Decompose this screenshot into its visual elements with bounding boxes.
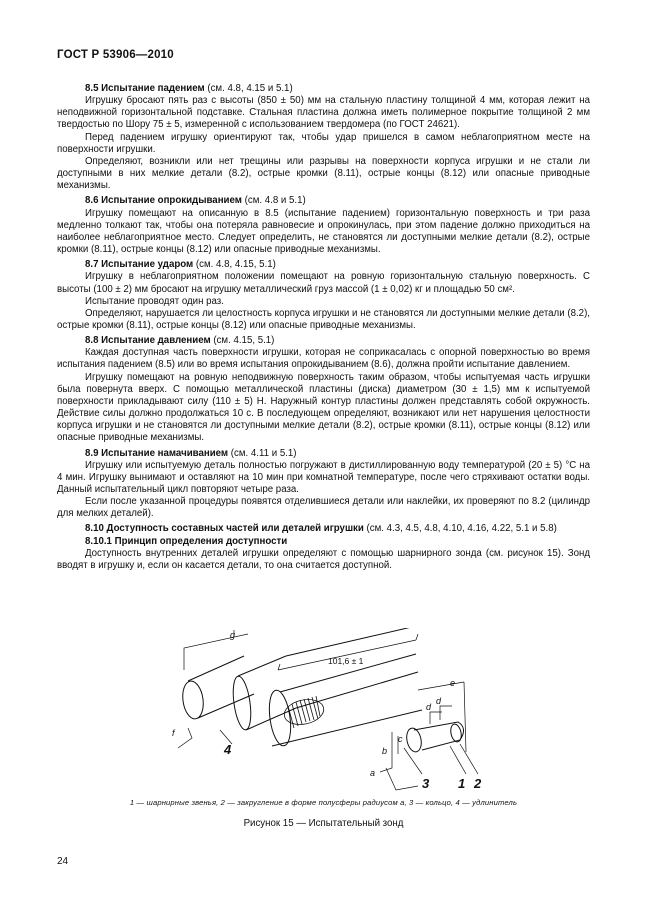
body-ring: [266, 689, 294, 747]
paragraph: Игрушку помещают на ровную неподвижную поверхность таким образом, чтобы испытуемая часть игрушки была повернута вверх. С помощью металлической пластины (диска) диаметром (30 ± 1,5) мм к испытуемой поверхности прикладывают силу (110 ± 5) Н. Наружный контур пластины должен представлять собой окружность. Действие силы должно продолжаться 10 с. В последующем определяют, возникают или нет нарушения целостности корпуса игрушки и не становятся ли доступными мелкие детали (8.2), острые кромки (8.11), острые концы (8.12) или опасные приводные механизмы.: [57, 371, 590, 444]
document-header: ГОСТ Р 53906—2010: [57, 49, 174, 61]
section-heading-8-10-1: 8.10.1 Принцип определения доступности: [85, 535, 288, 547]
paragraph: Доступность внутренних деталей игрушки определяют с помощью шарнирного зонда (см. рисунок 15). Зонд вводят в игрушку и, если он касается детали, то она считается доступной.: [57, 547, 590, 571]
page-number: 24: [57, 856, 69, 867]
section-heading-8-9: 8.9 Испытание намачиванием (см. 4.11 и 5.1): [85, 447, 297, 459]
section-heading-8-5: 8.5 Испытание падением (см. 4.8, 4.15 и 5.1): [85, 83, 293, 94]
paragraph: Испытание проводят один раз.: [85, 295, 224, 307]
rod-top-edge: [188, 656, 244, 681]
callout-1: 1: [458, 776, 466, 791]
paragraph: Определяют, возникли или нет трещины или разрывы на поверхности корпуса игрушки и не стали ли доступными в них мелкие детали (8.2), острые кромки (8.11), острые концы (8.12) или опасные приводные механизмы.: [57, 155, 590, 192]
label-a: a: [370, 768, 376, 778]
section-heading-8-6: 8.6 Испытание опрокидыванием (см. 4.8 и 5.1): [85, 195, 306, 207]
section-heading-8-8: 8.8 Испытание давлением (см. 4.15, 5.1): [85, 335, 275, 347]
probe-figure: [160, 628, 490, 796]
figure-caption: Рисунок 15 — Испытательный зонд: [243, 818, 404, 829]
figure-legend: 1 — шарнирные звенья, 2 — закругление в форме полусферы радиусом a, 3 — кольцо, 4 — удлинитель: [129, 798, 518, 807]
label-length: 101,6 ± 1: [328, 656, 364, 666]
paragraph: Игрушку в неблагоприятном положении помещают на ровную горизонтальную стальную поверхность. С высоты (100 ± 2) мм бросают на игрушку металлический груз массой (1 ± 0,02) кг и площадью 50 см².: [57, 271, 590, 295]
label-b: b: [382, 746, 388, 756]
tip-ring: [405, 727, 424, 753]
callout-4: 4: [224, 742, 232, 757]
callout-2: 2: [474, 776, 482, 791]
section-heading-8-10: 8.10 Доступность составных частей или деталей игрушки (см. 4.3, 4.5, 4.8, 4.10, 4.16, 4.22, 5.1 и 5.8): [85, 523, 557, 535]
rod-bottom-edge: [198, 694, 254, 718]
collar-ring: [230, 675, 253, 731]
rod-end-cap: [180, 680, 205, 720]
label-d1: d: [426, 702, 432, 712]
probe-drawing: [160, 628, 490, 796]
paragraph: Игрушку или испытуемую деталь полностью погружают в дистиллированную воду температурой (20 ± 5) °С на 4 мин. Игрушку вынимают и оставляют на 10 мин при комнатной температуре, после чего стряхивают остатки воды. Данный испытательный цикл повторяют четыре раза.: [57, 459, 590, 495]
document-body: [57, 80, 590, 572]
label-c: c: [398, 734, 403, 744]
label-g: g: [230, 630, 236, 640]
callout-3: 3: [422, 776, 430, 791]
paragraph: Каждая доступная часть поверхности игрушки, которая не соприкасалась с опорной поверхностью во время испытания падением (8.5) или во время испытания опрокидыванием (8.6), должна пройти испытание давлением.: [57, 347, 590, 371]
paragraph: Игрушку помещают на описанную в 8.5 (испытание падением) горизонтальную поверхность и три раза медленно толкают так, чтобы она потеряла равновесие и опрокинулась, при этом падение должно приходиться на наиболее неблагоприятное место. Следует определить, не становятся ли доступными мелкие детали (8.2), острые кромки (8.11), острые концы (8.12) или опасные приводные механизмы.: [57, 207, 590, 256]
label-e: e: [450, 678, 456, 688]
label-f: f: [172, 728, 175, 738]
paragraph: Игрушку бросают пять раз с высоты (850 ± 50) мм на стальную пластину толщиной 4 мм, которая лежит на неподвижной горизонтальной подставке. Стальная пластина должна иметь полимерное покрытие толщиной 2 мм твердостью по Шору 75 ± 5, измеренной с использованием твердомера (по ГОСТ 24621).: [57, 95, 590, 131]
label-d2: d: [436, 696, 442, 706]
paragraph: Определяют, нарушается ли целостность корпуса игрушки и не становятся ли доступными мелкие детали (8.2), острые кромки (8.11), острые концы (8.12) или опасные приводные механизмы.: [57, 307, 590, 331]
paragraph: Перед падением игрушку ориентируют так, чтобы удар пришелся в самом неблагоприятном месте на поверхности игрушки.: [57, 131, 590, 155]
section-heading-8-7: 8.7 Испытание ударом (см. 4.8, 4.15, 5.1): [85, 259, 276, 271]
paragraph: Если после указанной процедуры появятся отделившиеся детали или наклейки, их проверяют по 8.2 (цилиндр для мелких деталей).: [57, 496, 590, 520]
